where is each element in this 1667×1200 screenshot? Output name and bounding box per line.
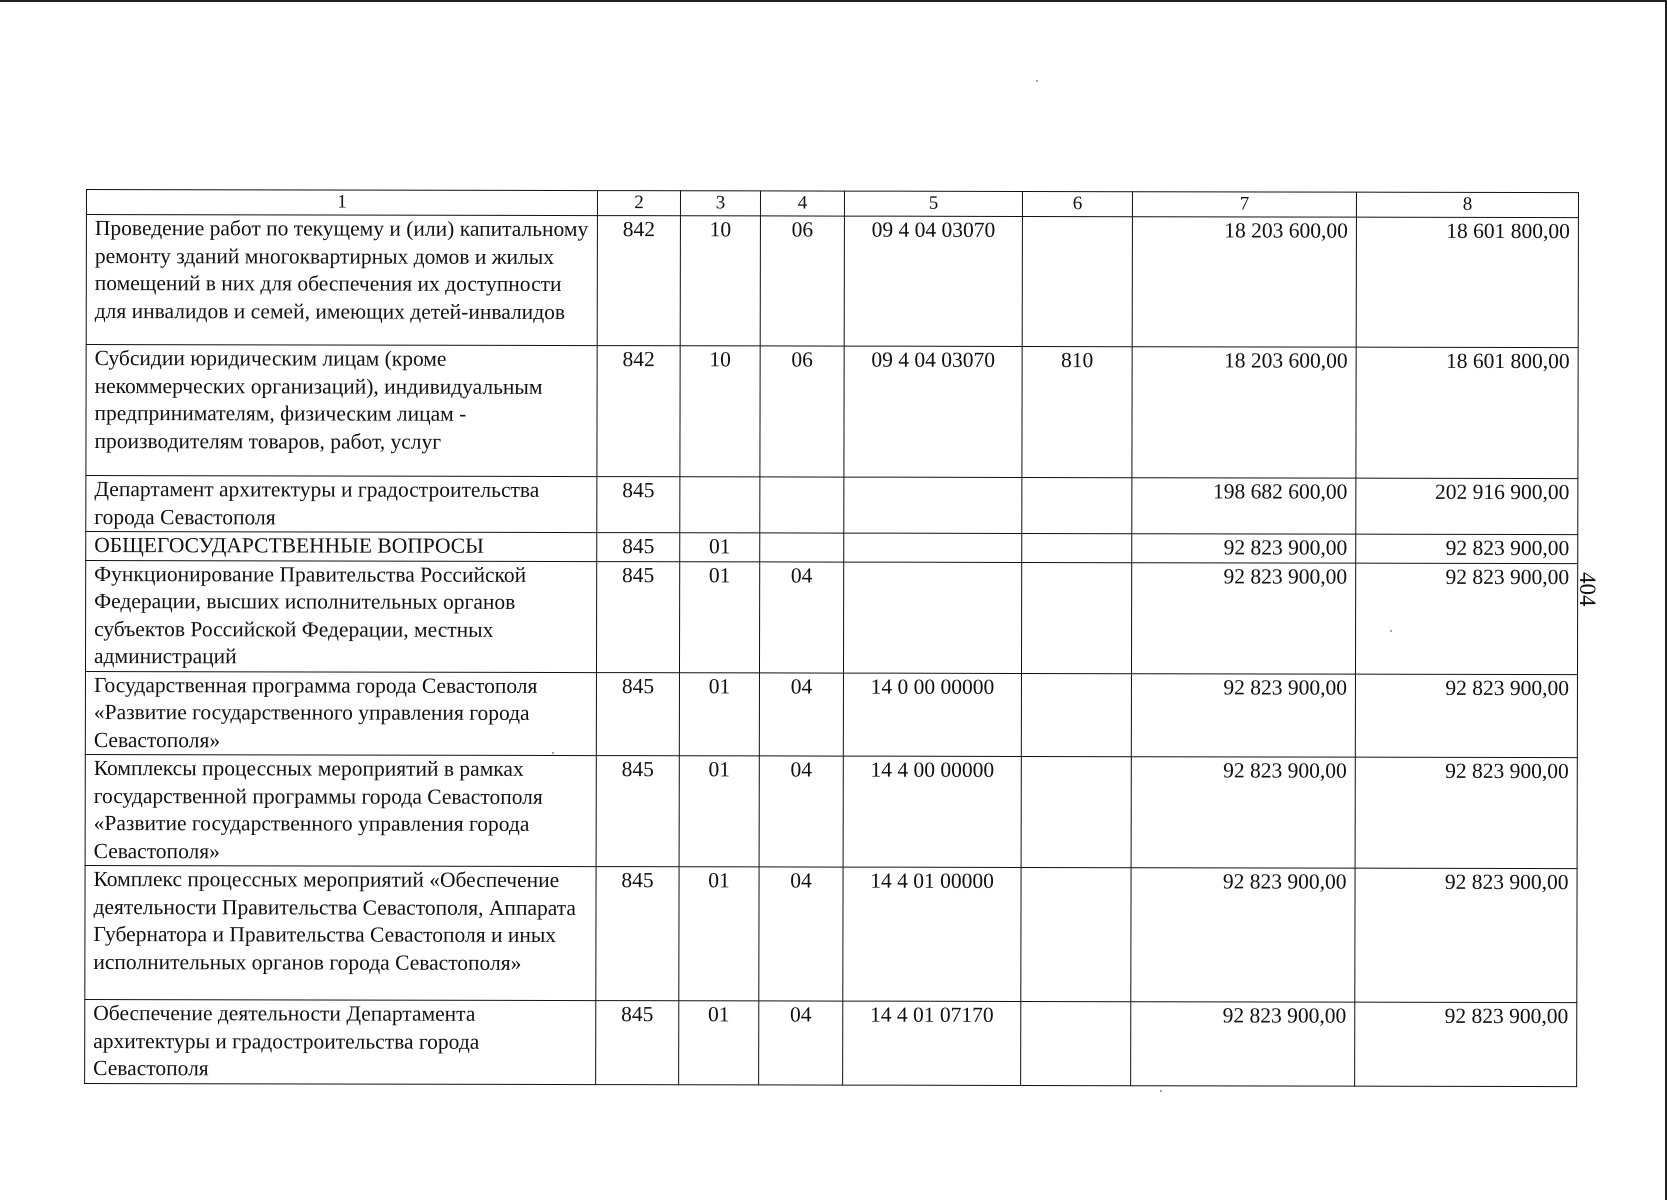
- item-name: ОБЩЕГОСУДАРСТВЕННЫЕ ВОПРОСЫ: [86, 532, 597, 562]
- target-article-code: [843, 562, 1021, 673]
- subsection-code: [760, 477, 844, 533]
- column-header: 5: [844, 191, 1022, 216]
- table-row: [85, 671, 1577, 758]
- amount-col7: 92 823 900,00: [1131, 868, 1355, 1002]
- expense-type-code: [1021, 756, 1131, 867]
- item-name: Функционирование Правительства Российской Федерации, высших исполнительных органов субъектов Российской Федерации, местных администраций: [85, 560, 596, 672]
- item-name: Обеспечение деятельности Департамента архитектуры и градостроительства города Севастополя: [85, 999, 596, 1084]
- amount-col7: 92 823 900,00: [1131, 757, 1355, 868]
- ministry-code: 845: [596, 561, 679, 672]
- ministry-code: 845: [596, 867, 679, 1001]
- item-name: Субсидии юридическим лицам (кроме некоммерческих организаций), индивидуальным предпринимателям, физическим лицам - производителям товаров, работ, услуг: [86, 345, 597, 477]
- target-article-code: [844, 477, 1022, 533]
- column-number-row: [86, 190, 1578, 218]
- subsection-code: 04: [759, 867, 843, 1001]
- subsection-code: 04: [759, 1001, 843, 1085]
- ministry-code: 845: [596, 756, 679, 867]
- ministry-code: 845: [597, 477, 680, 533]
- table-row: [86, 476, 1578, 535]
- subsection-code: 04: [759, 561, 843, 672]
- amount-col8: 18 601 800,00: [1356, 347, 1578, 478]
- ministry-code: 845: [596, 672, 679, 756]
- column-header: 7: [1132, 192, 1356, 217]
- subsection-code: 04: [759, 672, 843, 756]
- scan-speck: [1160, 1090, 1162, 1092]
- amount-col7: 198 682 600,00: [1132, 478, 1356, 534]
- ministry-code: 842: [597, 216, 680, 346]
- amount-col7: 92 823 900,00: [1132, 534, 1356, 563]
- ministry-code: 845: [597, 533, 680, 562]
- amount-col7: 18 203 600,00: [1132, 347, 1356, 478]
- section-code: 10: [680, 216, 760, 346]
- amount-col8: 92 823 900,00: [1355, 563, 1577, 674]
- section-code: 01: [679, 672, 759, 756]
- table-row: [85, 999, 1577, 1086]
- amount-col8: 92 823 900,00: [1355, 868, 1577, 1002]
- target-article-code: 09 4 04 03070: [844, 216, 1022, 346]
- table-row: [86, 532, 1578, 564]
- scan-border-top: [0, 0, 1667, 2]
- section-code: 01: [679, 867, 759, 1001]
- column-header: 8: [1356, 192, 1578, 217]
- item-name: Государственная программа города Севастополя «Развитие государственного управления города Севастополя»: [85, 671, 596, 756]
- target-article-code: [844, 533, 1022, 562]
- column-header: 4: [760, 191, 844, 216]
- amount-col8: 92 823 900,00: [1356, 534, 1578, 563]
- section-code: 01: [680, 533, 760, 562]
- amount-col7: 92 823 900,00: [1131, 1002, 1355, 1086]
- column-header: 3: [680, 191, 760, 216]
- expense-type-code: [1021, 562, 1131, 673]
- table-row: [85, 754, 1577, 868]
- amount-col7: 18 203 600,00: [1132, 217, 1356, 347]
- page-number: 404: [1575, 572, 1600, 607]
- subsection-code: 06: [760, 216, 844, 346]
- amount-col8: 202 916 900,00: [1356, 478, 1578, 534]
- item-name: Комплексы процессных мероприятий в рамках государственной программы города Севастополя «Развитие государственного управления города Севастополя»: [85, 754, 596, 866]
- ministry-code: 842: [597, 346, 680, 477]
- section-code: [680, 477, 760, 533]
- column-header: 6: [1022, 191, 1132, 216]
- section-code: 10: [680, 346, 760, 477]
- table-row: [86, 345, 1578, 479]
- table-row: [86, 215, 1578, 348]
- subsection-code: 06: [760, 346, 844, 477]
- item-name: Проведение работ по текущему и (или) капитальному ремонту зданий многоквартирных домов и жилых помещений в них для обеспечения их доступности для инвалидов и семей, имеющих детей-инвалидов: [86, 215, 597, 346]
- target-article-code: 14 4 00 00000: [843, 756, 1021, 867]
- section-code: 01: [679, 561, 759, 672]
- item-name: Департамент архитектуры и градостроительства города Севастополя: [86, 476, 597, 533]
- column-header: 2: [597, 191, 680, 216]
- amount-col7: 92 823 900,00: [1131, 562, 1355, 673]
- amount-col7: 92 823 900,00: [1131, 673, 1355, 757]
- subsection-code: [760, 533, 844, 562]
- expense-type-code: [1022, 216, 1132, 346]
- table-row: [85, 560, 1577, 674]
- expense-type-code: 810: [1022, 346, 1132, 477]
- section-code: 01: [679, 756, 759, 867]
- expense-type-code: [1021, 867, 1131, 1001]
- expense-type-code: [1022, 477, 1132, 533]
- amount-col8: 18 601 800,00: [1356, 217, 1578, 347]
- budget-table: [84, 189, 1579, 1087]
- scan-speck: [1036, 80, 1038, 82]
- target-article-code: 14 4 01 00000: [843, 867, 1021, 1001]
- table-row: [85, 865, 1577, 1002]
- ministry-code: 845: [596, 1001, 679, 1085]
- column-header: 1: [86, 190, 597, 216]
- target-article-code: 14 4 01 07170: [843, 1001, 1021, 1085]
- amount-col8: 92 823 900,00: [1355, 674, 1577, 758]
- amount-col8: 92 823 900,00: [1355, 757, 1577, 868]
- target-article-code: 14 0 00 00000: [843, 673, 1021, 757]
- item-name: Комплекс процессных мероприятий «Обеспечение деятельности Правительства Севастополя, Аппарата Губернатора и Правительства Севастополя и иных исполнительных органов города Севастополя»: [85, 865, 596, 1000]
- expense-type-code: [1021, 673, 1131, 757]
- expense-type-code: [1021, 1001, 1131, 1085]
- section-code: 01: [679, 1001, 759, 1085]
- subsection-code: 04: [759, 756, 843, 867]
- amount-col8: 92 823 900,00: [1355, 1002, 1577, 1086]
- expense-type-code: [1022, 533, 1132, 562]
- target-article-code: 09 4 04 03070: [844, 346, 1022, 477]
